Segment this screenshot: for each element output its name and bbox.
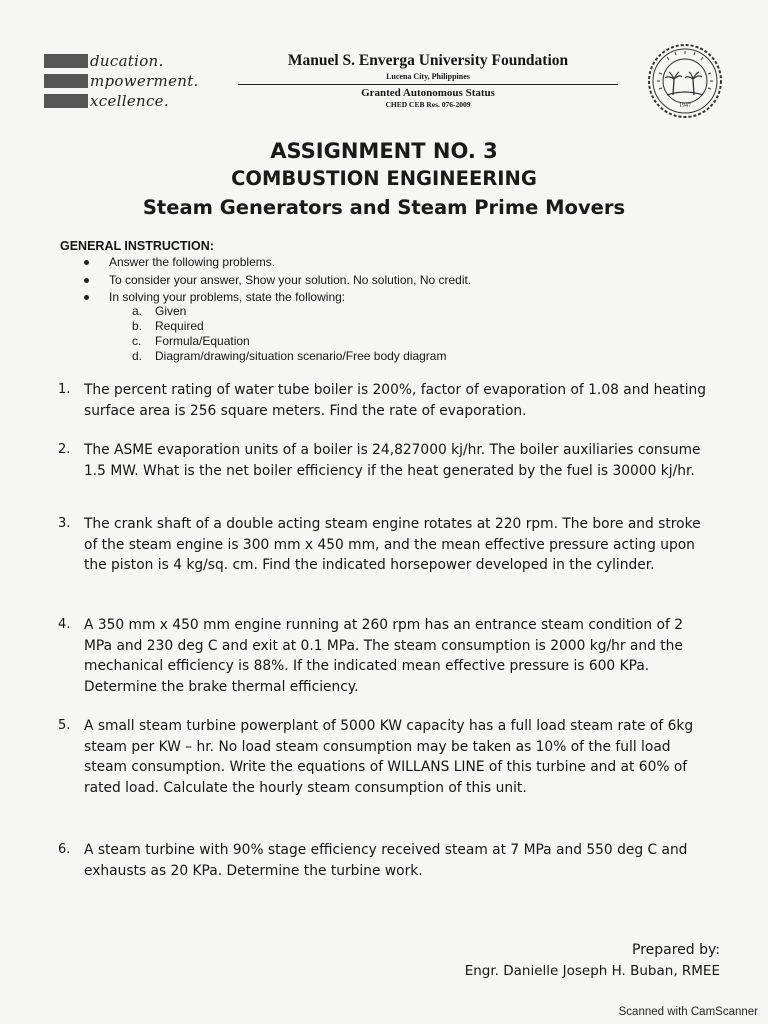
subject-title: COMBUSTION ENGINEERING — [231, 167, 537, 190]
bullet-dot — [84, 278, 89, 283]
sub-item-text: Required — [155, 319, 204, 333]
problem-text: The crank shaft of a double acting steam engine rotates at 220 rpm. The bore and stroke of the steam engine is 300 mm x 450 mm, and the mean effective pressure acting upon the piston is 4 kg/sq. cm. Find the indicated horsepower developed in the cylinder. — [84, 516, 701, 574]
sub-item-text: Formula/Equation — [155, 334, 250, 348]
instruction-heading: GENERAL INSTRUCTION: — [60, 239, 214, 253]
sub-item-letter: b. — [132, 319, 143, 333]
problem-number: 6. — [58, 842, 71, 857]
sub-item-letter: d. — [132, 349, 143, 363]
logo-bar-e1 — [44, 54, 88, 68]
university-name: Manuel S. Enverga University Foundation — [287, 52, 569, 69]
problem-text: A 350 mm x 450 mm engine running at 260 rpm has an entrance steam condition of 2 MPa and 230 deg C and exit at 0.1 MPa. The steam consumption is 2000 kg/hr and the mechanical efficiency is 88%. If the indicated mean effective pressure is 600 KPa. Determine the brake thermal efficiency. — [84, 617, 683, 695]
problem-text: A steam turbine with 90% stage efficiency received steam at 7 MPa and 550 deg C and exhausts as 20 KPa. Determine the turbine work. — [84, 842, 688, 879]
university-header — [238, 52, 618, 109]
bullet-dot — [84, 260, 89, 265]
problem-number: 1. — [58, 382, 71, 397]
header-divider — [238, 84, 618, 85]
sub-item — [132, 349, 446, 363]
motto-excellence: xcellence. — [90, 92, 169, 110]
instruction-bullet-text: To consider your answer, Show your solution. No solution, No credit. — [109, 273, 472, 287]
preparer-name: Engr. Danielle Joseph H. Buban, RMEE — [464, 963, 720, 979]
assignment-title: ASSIGNMENT NO. 3 — [270, 139, 498, 163]
sub-item-text: Given — [155, 304, 187, 318]
scanner-watermark: Scanned with CamScanner — [618, 1006, 758, 1018]
topic-title: Steam Generators and Steam Prime Movers — [142, 196, 626, 219]
sub-item — [132, 334, 250, 348]
problem-text: The ASME evaporation units of a boiler is 24,827000 kj/hr. The boiler auxiliaries consume 1.5 MW. What is the net boiler efficiency if the heat generated by the fuel is 30000 kj/hr. — [84, 442, 701, 479]
ched-resolution: CHED CEB Res. 076-2009 — [385, 100, 471, 109]
seal-year: 1947 — [679, 103, 691, 109]
sub-item-text: Diagram/drawing/situation scenario/Free body diagram — [155, 349, 447, 363]
bullet-dot — [84, 295, 89, 300]
motto-education: ducation. — [90, 52, 164, 70]
prepared-by-label: Prepared by: — [632, 942, 720, 958]
autonomous-status: Granted Autonomous Status — [361, 87, 495, 99]
logo-bar-e2 — [44, 74, 88, 88]
instruction-bullet-text: Answer the following problems. — [109, 255, 276, 269]
instruction-bullet-text: In solving your problems, state the following: — [109, 290, 346, 304]
logo-bar-e3 — [44, 94, 88, 108]
university-seal — [647, 43, 723, 119]
problem-number: 3. — [58, 516, 71, 531]
problem-number: 4. — [58, 617, 71, 632]
sub-item-letter: a. — [132, 304, 143, 318]
problem-number: 2. — [58, 442, 71, 457]
sub-item — [132, 304, 186, 318]
sub-item — [132, 319, 204, 333]
problem-text: The percent rating of water tube boiler is 200%, factor of evaporation of 1.08 and heating surface area is 256 square meters. Find the rate of evaporation. — [84, 382, 707, 419]
sub-item-letter: c. — [132, 334, 142, 348]
motto-empowerment: mpowerment. — [90, 72, 199, 90]
university-logo-motto — [44, 50, 234, 120]
problem-text: A small steam turbine powerplant of 5000 KW capacity has a full load steam rate of 6kg steam per KW – hr. No load steam consumption may be taken as 10% of the full load steam consumption. Write the equations of WILLANS LINE of this turbine and at 60% of rated load. Calculate the hourly steam consumption of this unit. — [84, 718, 694, 796]
problem-number: 5. — [58, 718, 71, 733]
university-city: Lucena City, Philippines — [386, 72, 470, 81]
